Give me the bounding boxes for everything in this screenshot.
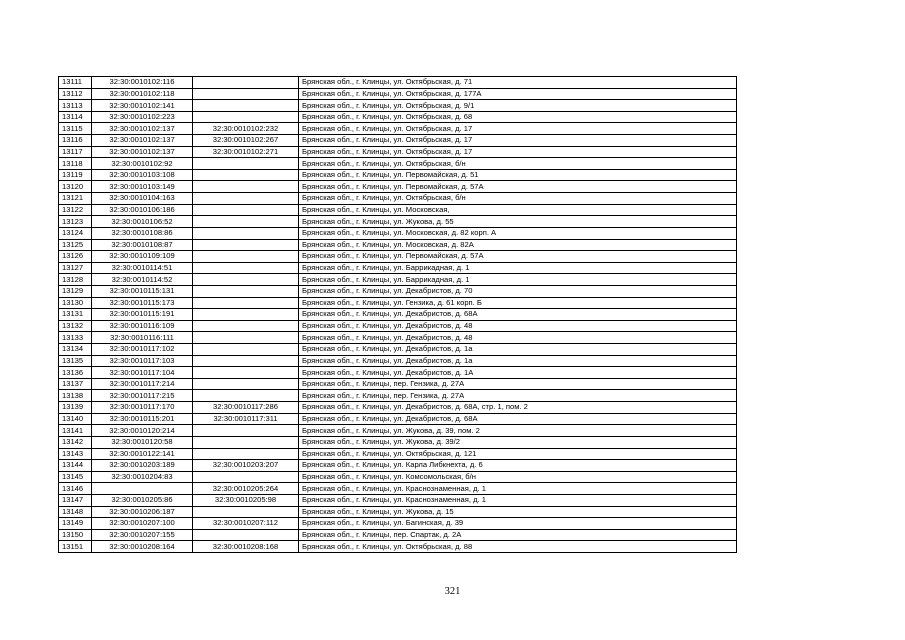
cadastral-number-cell: 32:30:0010108:86: [92, 227, 193, 239]
address-cell: Брянская обл., г. Клинцы, ул. Первомайская, д. 51: [299, 169, 737, 181]
address-cell: Брянская обл., г. Клинцы, ул. Декабристов, д. 1а: [299, 344, 737, 356]
address-cell: Брянская обл., г. Клинцы, ул. Декабристов, д. 1а: [299, 355, 737, 367]
table-row: [59, 262, 737, 274]
cadastral-number-cell: 32:30:0010117:214: [92, 378, 193, 390]
cadastral-number-cell: 32:30:0010114:51: [92, 262, 193, 274]
related-cadastral-number-cell: [193, 471, 299, 483]
table-row: [59, 204, 737, 216]
table-row: [59, 320, 737, 332]
table-row: [59, 518, 737, 530]
related-cadastral-number-cell: [193, 193, 299, 205]
table-row: [59, 193, 737, 205]
row-number-cell: 13121: [59, 193, 92, 205]
cadastral-number-cell: 32:30:0010109:109: [92, 251, 193, 263]
related-cadastral-number-cell: 32:30:0010117:311: [193, 413, 299, 425]
address-cell: Брянская обл., г. Клинцы, ул. Декабристов, д. 68А: [299, 413, 737, 425]
table-row: [59, 448, 737, 460]
related-cadastral-number-cell: 32:30:0010205:98: [193, 494, 299, 506]
table-row: [59, 297, 737, 309]
related-cadastral-number-cell: [193, 88, 299, 100]
row-number-cell: 13138: [59, 390, 92, 402]
related-cadastral-number-cell: [193, 262, 299, 274]
cadastral-table: [58, 76, 737, 553]
cadastral-number-cell: 32:30:0010117:104: [92, 367, 193, 379]
table-row: [59, 425, 737, 437]
address-cell: Брянская обл., г. Клинцы, ул. Октябрьская, д. 88: [299, 541, 737, 553]
related-cadastral-number-cell: [193, 529, 299, 541]
table-row: [59, 529, 737, 541]
related-cadastral-number-cell: 32:30:0010102:271: [193, 146, 299, 158]
row-number-cell: 13133: [59, 332, 92, 344]
related-cadastral-number-cell: [193, 227, 299, 239]
row-number-cell: 13141: [59, 425, 92, 437]
address-cell: Брянская обл., г. Клинцы, ул. Баррикадная, д. 1: [299, 274, 737, 286]
table-row: [59, 100, 737, 112]
related-cadastral-number-cell: [193, 297, 299, 309]
related-cadastral-number-cell: [193, 77, 299, 89]
address-cell: Брянская обл., г. Клинцы, ул. Октябрьская, д. 17: [299, 146, 737, 158]
row-number-cell: 13125: [59, 239, 92, 251]
row-number-cell: 13147: [59, 494, 92, 506]
related-cadastral-number-cell: 32:30:0010205:264: [193, 483, 299, 495]
table-row: [59, 181, 737, 193]
related-cadastral-number-cell: 32:30:0010117:286: [193, 402, 299, 414]
related-cadastral-number-cell: [193, 239, 299, 251]
address-cell: Брянская обл., г. Клинцы, ул. Октябрьская, б/н: [299, 193, 737, 205]
address-cell: Брянская обл., г. Клинцы, ул. Жукова, д. 39/2: [299, 436, 737, 448]
address-cell: Брянская обл., г. Клинцы, ул. Комсомольская, б/н: [299, 471, 737, 483]
table-row: [59, 378, 737, 390]
cadastral-number-cell: 32:30:0010102:141: [92, 100, 193, 112]
row-number-cell: 13145: [59, 471, 92, 483]
cadastral-number-cell: 32:30:0010102:116: [92, 77, 193, 89]
address-cell: Брянская обл., г. Клинцы, ул. Московская, д. 82А: [299, 239, 737, 251]
related-cadastral-number-cell: 32:30:0010208:168: [193, 541, 299, 553]
address-cell: Брянская обл., г. Клинцы, пер. Гензика, д. 27А: [299, 390, 737, 402]
related-cadastral-number-cell: [193, 251, 299, 263]
table-row: [59, 77, 737, 89]
address-cell: Брянская обл., г. Клинцы, пер. Гензика, д. 27А: [299, 378, 737, 390]
table-row: [59, 158, 737, 170]
address-cell: Брянская обл., г. Клинцы, ул. Октябрьская, д. 177А: [299, 88, 737, 100]
table-row: [59, 390, 737, 402]
cadastral-number-cell: 32:30:0010102:137: [92, 135, 193, 147]
row-number-cell: 13139: [59, 402, 92, 414]
cadastral-number-cell: 32:30:0010203:189: [92, 460, 193, 472]
row-number-cell: 13135: [59, 355, 92, 367]
cadastral-number-cell: 32:30:0010117:102: [92, 344, 193, 356]
table-row: [59, 146, 737, 158]
cadastral-number-cell: 32:30:0010103:108: [92, 169, 193, 181]
cadastral-number-cell: 32:30:0010108:87: [92, 239, 193, 251]
table-row: [59, 355, 737, 367]
table-row: [59, 436, 737, 448]
related-cadastral-number-cell: [193, 100, 299, 112]
row-number-cell: 13123: [59, 216, 92, 228]
row-number-cell: 13130: [59, 297, 92, 309]
table-row: [59, 135, 737, 147]
related-cadastral-number-cell: [193, 181, 299, 193]
table-row: [59, 274, 737, 286]
related-cadastral-number-cell: [193, 169, 299, 181]
address-cell: Брянская обл., г. Клинцы, ул. Октябрьская, д. 9/1: [299, 100, 737, 112]
address-cell: Брянская обл., г. Клинцы, ул. Декабристов, д. 68А: [299, 309, 737, 321]
table-body: [59, 77, 737, 553]
related-cadastral-number-cell: [193, 436, 299, 448]
cadastral-number-cell: 32:30:0010117:103: [92, 355, 193, 367]
address-cell: Брянская обл., г. Клинцы, ул. Октябрьская, д. 121: [299, 448, 737, 460]
address-cell: Брянская обл., г. Клинцы, ул. Карла Либкнехта, д. 6: [299, 460, 737, 472]
related-cadastral-number-cell: [193, 274, 299, 286]
table-row: [59, 111, 737, 123]
related-cadastral-number-cell: [193, 378, 299, 390]
table-row: [59, 460, 737, 472]
row-number-cell: 13148: [59, 506, 92, 518]
related-cadastral-number-cell: 32:30:0010102:232: [193, 123, 299, 135]
address-cell: Брянская обл., г. Клинцы, ул. Декабристов, д. 48: [299, 320, 737, 332]
related-cadastral-number-cell: [193, 367, 299, 379]
address-cell: Брянская обл., г. Клинцы, ул. Октябрьская, д. 68: [299, 111, 737, 123]
address-cell: Брянская обл., г. Клинцы, ул. Декабристов, д. 68А, стр. 1, пом. 2: [299, 402, 737, 414]
table-row: [59, 123, 737, 135]
table-row: [59, 367, 737, 379]
related-cadastral-number-cell: 32:30:0010207:112: [193, 518, 299, 530]
row-number-cell: 13119: [59, 169, 92, 181]
row-number-cell: 13111: [59, 77, 92, 89]
row-number-cell: 13142: [59, 436, 92, 448]
related-cadastral-number-cell: [193, 216, 299, 228]
table-row: [59, 216, 737, 228]
related-cadastral-number-cell: [193, 448, 299, 460]
cadastral-number-cell: 32:30:0010102:137: [92, 146, 193, 158]
cadastral-number-cell: 32:30:0010115:173: [92, 297, 193, 309]
table-row: [59, 483, 737, 495]
cadastral-number-cell: 32:30:0010102:137: [92, 123, 193, 135]
address-cell: Брянская обл., г. Клинцы, ул. Первомайская, д. 57А: [299, 251, 737, 263]
cadastral-number-cell: 32:30:0010103:149: [92, 181, 193, 193]
related-cadastral-number-cell: [193, 111, 299, 123]
address-cell: Брянская обл., г. Клинцы, ул. Декабристов, д. 1А: [299, 367, 737, 379]
row-number-cell: 13124: [59, 227, 92, 239]
cadastral-number-cell: 32:30:0010106:52: [92, 216, 193, 228]
row-number-cell: 13127: [59, 262, 92, 274]
cadastral-number-cell: 32:30:0010116:109: [92, 320, 193, 332]
table-row: [59, 332, 737, 344]
cadastral-number-cell: 32:30:0010115:201: [92, 413, 193, 425]
row-number-cell: 13151: [59, 541, 92, 553]
address-cell: Брянская обл., г. Клинцы, ул. Баррикадная, д. 1: [299, 262, 737, 274]
cadastral-number-cell: 32:30:0010120:214: [92, 425, 193, 437]
related-cadastral-number-cell: [193, 204, 299, 216]
related-cadastral-number-cell: [193, 320, 299, 332]
cadastral-number-cell: 32:30:0010206:187: [92, 506, 193, 518]
related-cadastral-number-cell: [193, 355, 299, 367]
address-cell: Брянская обл., г. Клинцы, ул. Жукова, д. 39, пом. 2: [299, 425, 737, 437]
address-cell: Брянская обл., г. Клинцы, ул. Жукова, д. 55: [299, 216, 737, 228]
table-row: [59, 309, 737, 321]
cadastral-number-cell: 32:30:0010116:111: [92, 332, 193, 344]
cadastral-number-cell: [92, 483, 193, 495]
table-row: [59, 494, 737, 506]
address-cell: Брянская обл., г. Клинцы, ул. Октябрьская, д. 71: [299, 77, 737, 89]
cadastral-number-cell: 32:30:0010205:86: [92, 494, 193, 506]
address-cell: Брянская обл., г. Клинцы, ул. Краснознаменная, д. 1: [299, 494, 737, 506]
table-row: [59, 251, 737, 263]
row-number-cell: 13136: [59, 367, 92, 379]
row-number-cell: 13117: [59, 146, 92, 158]
address-cell: Брянская обл., г. Клинцы, ул. Краснознаменная, д. 1: [299, 483, 737, 495]
related-cadastral-number-cell: [193, 158, 299, 170]
row-number-cell: 13150: [59, 529, 92, 541]
table-row: [59, 88, 737, 100]
row-number-cell: 13140: [59, 413, 92, 425]
row-number-cell: 13113: [59, 100, 92, 112]
address-cell: Брянская обл., г. Клинцы, ул. Московская, д. 82 корп. А: [299, 227, 737, 239]
table-row: [59, 169, 737, 181]
row-number-cell: 13132: [59, 320, 92, 332]
row-number-cell: 13115: [59, 123, 92, 135]
row-number-cell: 13134: [59, 344, 92, 356]
cadastral-number-cell: 32:30:0010117:215: [92, 390, 193, 402]
cadastral-number-cell: 32:30:0010207:100: [92, 518, 193, 530]
row-number-cell: 13114: [59, 111, 92, 123]
related-cadastral-number-cell: 32:30:0010102:267: [193, 135, 299, 147]
table-row: [59, 471, 737, 483]
related-cadastral-number-cell: [193, 506, 299, 518]
address-cell: Брянская обл., г. Клинцы, ул. Жукова, д. 15: [299, 506, 737, 518]
address-cell: Брянская обл., г. Клинцы, ул. Гензика, д. 61 корп. Б: [299, 297, 737, 309]
table-row: [59, 506, 737, 518]
cadastral-number-cell: 32:30:0010207:155: [92, 529, 193, 541]
table-row: [59, 227, 737, 239]
row-number-cell: 13122: [59, 204, 92, 216]
address-cell: Брянская обл., г. Клинцы, ул. Октябрьская, б/н: [299, 158, 737, 170]
address-cell: Брянская обл., г. Клинцы, ул. Багинская, д. 39: [299, 518, 737, 530]
cadastral-number-cell: 32:30:0010115:191: [92, 309, 193, 321]
cadastral-number-cell: 32:30:0010102:118: [92, 88, 193, 100]
cadastral-number-cell: 32:30:0010115:131: [92, 285, 193, 297]
cadastral-number-cell: 32:30:0010104:163: [92, 193, 193, 205]
table-row: [59, 541, 737, 553]
row-number-cell: 13116: [59, 135, 92, 147]
cadastral-number-cell: 32:30:0010204:83: [92, 471, 193, 483]
address-cell: Брянская обл., г. Клинцы, ул. Первомайская, д. 57А: [299, 181, 737, 193]
row-number-cell: 13137: [59, 378, 92, 390]
related-cadastral-number-cell: [193, 390, 299, 402]
cadastral-number-cell: 32:30:0010208:164: [92, 541, 193, 553]
row-number-cell: 13131: [59, 309, 92, 321]
row-number-cell: 13128: [59, 274, 92, 286]
row-number-cell: 13146: [59, 483, 92, 495]
related-cadastral-number-cell: [193, 285, 299, 297]
cadastral-number-cell: 32:30:0010122:141: [92, 448, 193, 460]
page-number: 321: [444, 586, 461, 597]
row-number-cell: 13126: [59, 251, 92, 263]
cadastral-number-cell: 32:30:0010102:223: [92, 111, 193, 123]
address-cell: Брянская обл., г. Клинцы, ул. Декабристов, д. 70: [299, 285, 737, 297]
cadastral-number-cell: 32:30:0010120:58: [92, 436, 193, 448]
related-cadastral-number-cell: 32:30:0010203:207: [193, 460, 299, 472]
related-cadastral-number-cell: [193, 344, 299, 356]
address-cell: Брянская обл., г. Клинцы, ул. Московская,: [299, 204, 737, 216]
row-number-cell: 13143: [59, 448, 92, 460]
address-cell: Брянская обл., г. Клинцы, ул. Декабристов, д. 48: [299, 332, 737, 344]
table-row: [59, 344, 737, 356]
row-number-cell: 13120: [59, 181, 92, 193]
table-row: [59, 285, 737, 297]
cadastral-number-cell: 32:30:0010102:92: [92, 158, 193, 170]
table-row: [59, 239, 737, 251]
row-number-cell: 13112: [59, 88, 92, 100]
address-cell: Брянская обл., г. Клинцы, ул. Октябрьская, д. 17: [299, 135, 737, 147]
address-cell: Брянская обл., г. Клинцы, пер. Спартак, д. 2А: [299, 529, 737, 541]
row-number-cell: 13118: [59, 158, 92, 170]
related-cadastral-number-cell: [193, 332, 299, 344]
table-row: [59, 413, 737, 425]
related-cadastral-number-cell: [193, 425, 299, 437]
row-number-cell: 13149: [59, 518, 92, 530]
address-cell: Брянская обл., г. Клинцы, ул. Октябрьская, д. 17: [299, 123, 737, 135]
table-row: [59, 402, 737, 414]
cadastral-number-cell: 32:30:0010114:52: [92, 274, 193, 286]
cadastral-number-cell: 32:30:0010106:186: [92, 204, 193, 216]
row-number-cell: 13144: [59, 460, 92, 472]
related-cadastral-number-cell: [193, 309, 299, 321]
cadastral-number-cell: 32:30:0010117:170: [92, 402, 193, 414]
row-number-cell: 13129: [59, 285, 92, 297]
